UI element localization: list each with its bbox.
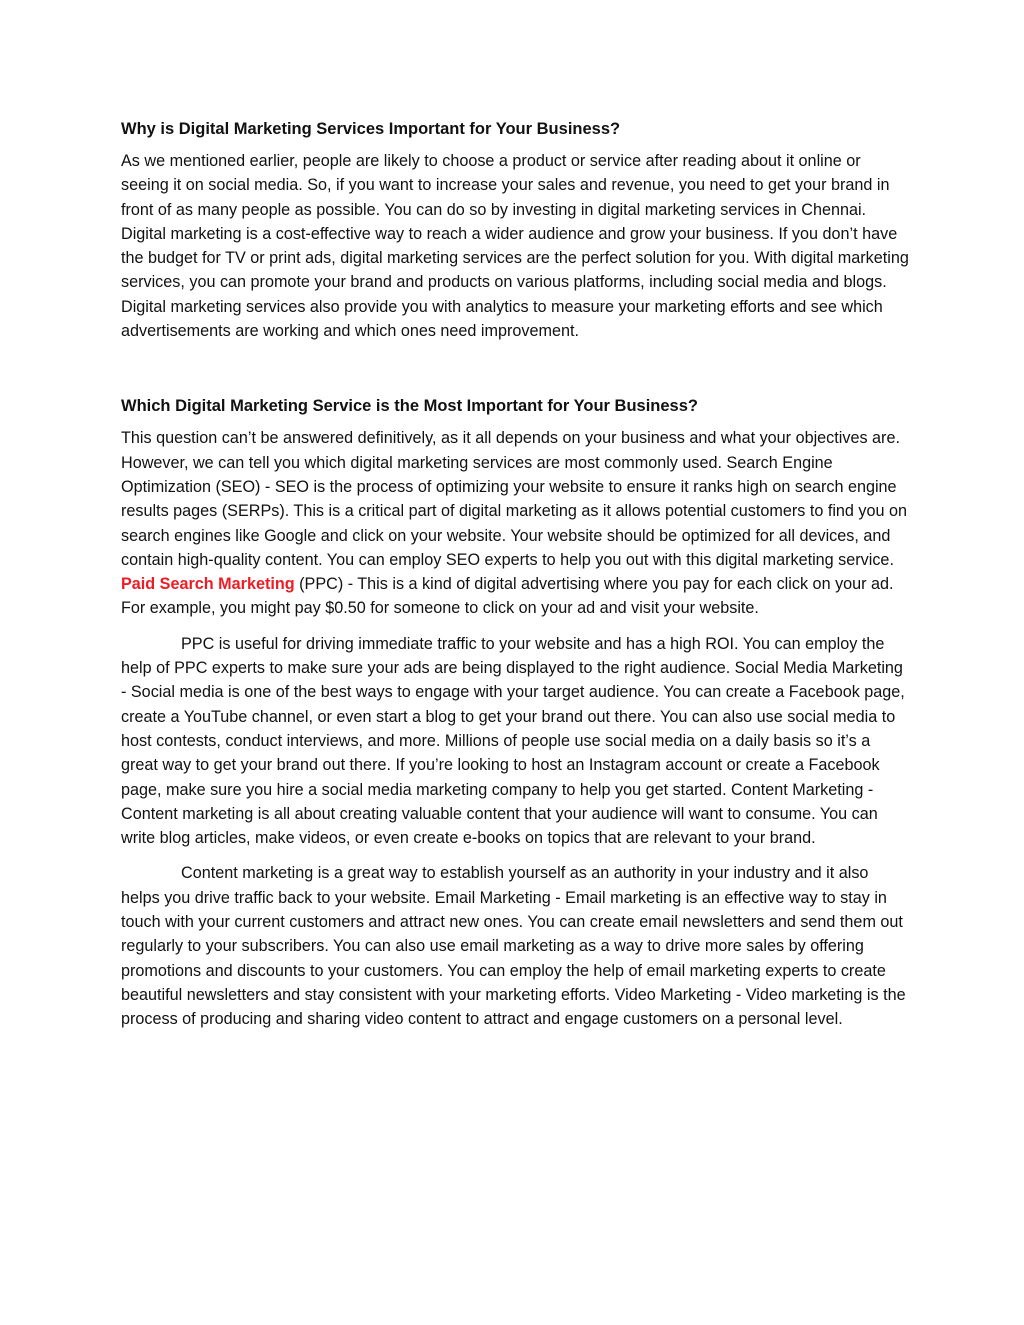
paid-search-marketing-link[interactable]: Paid Search Marketing [121,575,295,594]
section-spacer [121,354,911,394]
section-heading-which: Which Digital Marketing Service is the Most Important for Your Business? [121,397,698,416]
paragraph-why: As we mentioned earlier, people are likely to choose a product or service after reading about it online or seeing it on social media. So, if you want to increase your sales and revenue, you need to get your brand in front of as many people as possible. You can do so by investing in digital marketing services in Chennai. Digital marketing is a cost-effective way to reach a wider audience and grow your business. If you don’t have the budget for TV or print ads, digital marketing services are the perfect solution for you. With digital marketing services, you can promote your brand and products on various platforms, including social media and blogs. Digital marketing services also provide you with analytics to measure your marketing efforts and see which advertisements are working and which ones need improvement. [121,152,909,341]
section-heading-why: Why is Digital Marketing Services Important for Your Business? [121,120,621,138]
paragraph-text-after-link: (PPC) - This is a kind of digital advertising where you pay for each click on your ad. For example, you might pay $0.50 for someone to click on your ad and visit your website. [121,575,894,618]
paragraph-ppc-social: PPC is useful for driving immediate traffic to your website and has a high ROI. You can employ the help of PPC experts to make sure your ads are being displayed to the right audience. Social Media Marketing - Social media is one of the best ways to engage with your target audience. You can create a Facebook page, create a YouTube channel, or even start a blog to get your brand out there. You can also use social media to host contests, conduct interviews, and more. Millions of people use social media on a daily basis so it’s a great way to get your brand out there. If you’re looking to host an Instagram account or create a Facebook page, make sure you hire a social media marketing company to help you get started. Content Marketing - Content marketing is all about creating valuable content that your audience will want to consume. You can write blog articles, make videos, or even create e-books on topics that are relevant to your brand. [121,634,905,848]
paragraph-content-email-video: Content marketing is a great way to establish yourself as an authority in your industry and it also helps you drive traffic back to your website. Email Marketing - Email marketing is an effective way to stay in touch with your current customers and attract new ones. You can create email newsletters and send them out regularly to your subscribers. You can also use email marketing as a way to drive more sales by offering promotions and discounts to your customers. You can employ the help of email marketing experts to create beautiful newsletters and stay consistent with your marketing efforts. Video Marketing - Video marketing is the process of producing and sharing video content to attract and engage customers on a personal level. [121,864,906,1029]
document-page [121,117,911,1043]
paragraph-text-before-link: This question can’t be answered definitively, as it all depends on your business and what your objectives are. However, we can tell you which digital marketing services are most commonly used. Search Engine Optimization (SEO) - SEO is the process of optimizing your website to ensure it ranks high on search engine results pages (SERPs). This is a critical part of digital marketing as it allows potential customers to find you on search engines like Google and click on your website. Your website should be optimized for all devices, and contain high-quality content. You can employ SEO experts to help you out with this digital marketing service. [121,429,908,569]
paragraph-seo-ppc [121,426,911,620]
